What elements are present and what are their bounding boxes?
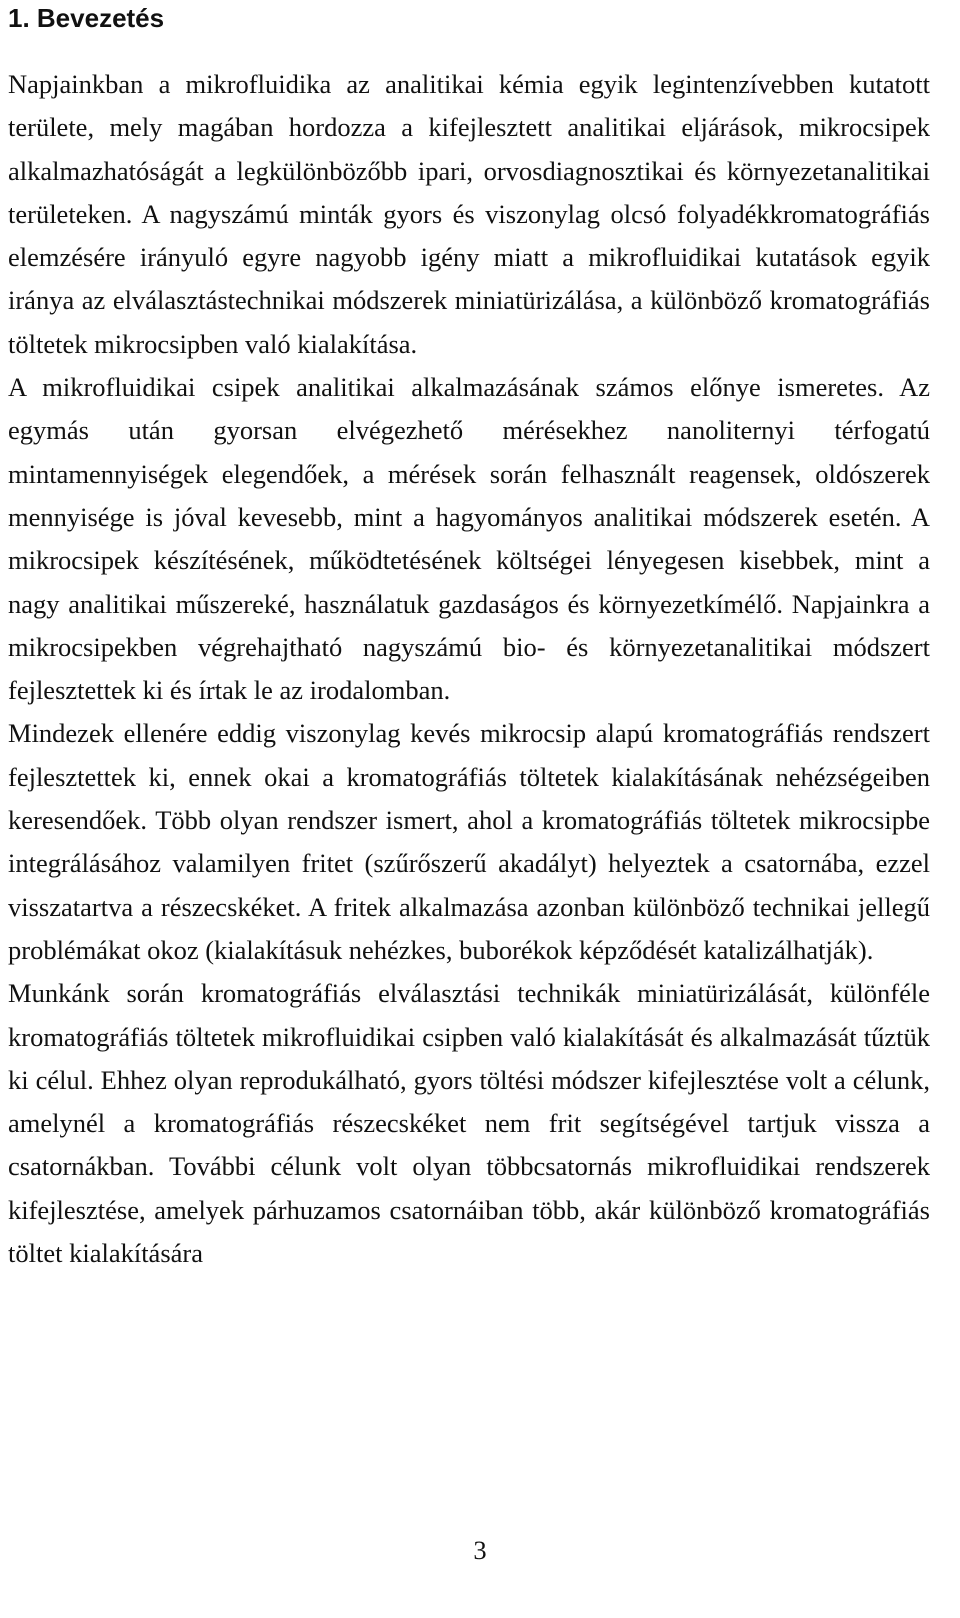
body-text	[8, 63, 930, 1275]
section-heading: 1. Bevezetés	[8, 3, 165, 33]
paragraph-3: Mindezek ellenére eddig viszonylag kevés mikrocsip alapú kromatográfiás rendszert fejlesztettek ki, ennek okai a kromatográfiás töltetek kialakításának nehézségeiben keresendőek. Több olyan rendszer ismert, ahol a kromatográfiás töltetek mikrocsipbe integrálásához valamilyen fritet (szűrőszerű akadályt) helyeztek a csatornába, ezzel visszatartva a részecskéket. A fritek alkalmazása azonban különböző technikai jellegű problémákat okoz (kialakításuk nehézkes, buborékok képződését katalizálhatják).	[8, 718, 930, 965]
paragraph-1: Napjainkban a mikrofluidika az analitikai kémia egyik legintenzívebben kutatott területe, mely magában hordozza a kifejlesztett analitikai eljárások, mikrocsipek alkalmazhatóságát a legkülönbözőbb ipari, orvosdiagnosztikai és környezetanalitikai területeken. A nagyszámú minták gyors és viszonylag olcsó folyadékkromatográfiás elemzésére irányuló egyre nagyobb igény miatt a mikrofluidikai kutatások egyik iránya az elválasztástechnikai módszerek miniatürizálása, a különböző kromatográfiás töltetek mikrocsipben való kialakítása.	[8, 69, 930, 359]
page-number: 3	[473, 1535, 487, 1565]
paragraph-2: A mikrofluidikai csipek analitikai alkalmazásának számos előnye ismeretes. Az egymás után gyorsan elvégezhető mérésekhez nanoliternyi térfogatú mintamennyiségek elegendőek, a mérések során felhasznált reagensek, oldószerek mennyisége is jóval kevesebb, mint a hagyományos analitikai módszerek esetén. A mikrocsipek készítésének, működtetésének költségei lényegesen kisebbek, mint a nagy analitikai műszereké, használatuk gazdaságos és környezetkímélő. Napjainkra a mikrocsipekben végrehajtható nagyszámú bio- és környezetanalitikai módszert fejlesztettek ki és írtak le az irodalomban.	[8, 372, 930, 706]
paragraph-4: Munkánk során kromatográfiás elválasztási technikák miniatürizálását, különféle kromatográfiás töltetek mikrofluidikai csipben való kialakítását és alkalmazását tűztük ki célul. Ehhez olyan reprodukálható, gyors töltési módszer kifejlesztése volt a célunk, amelynél a kromatográfiás részecskéket nem frit segítségével tartjuk vissza a csatornákban. További célunk volt olyan többcsatornás mikrofluidikai rendszerek kifejlesztése, amelyek párhuzamos csatornáiban több, akár különböző kromatográfiás töltet kialakítására	[8, 978, 930, 1269]
